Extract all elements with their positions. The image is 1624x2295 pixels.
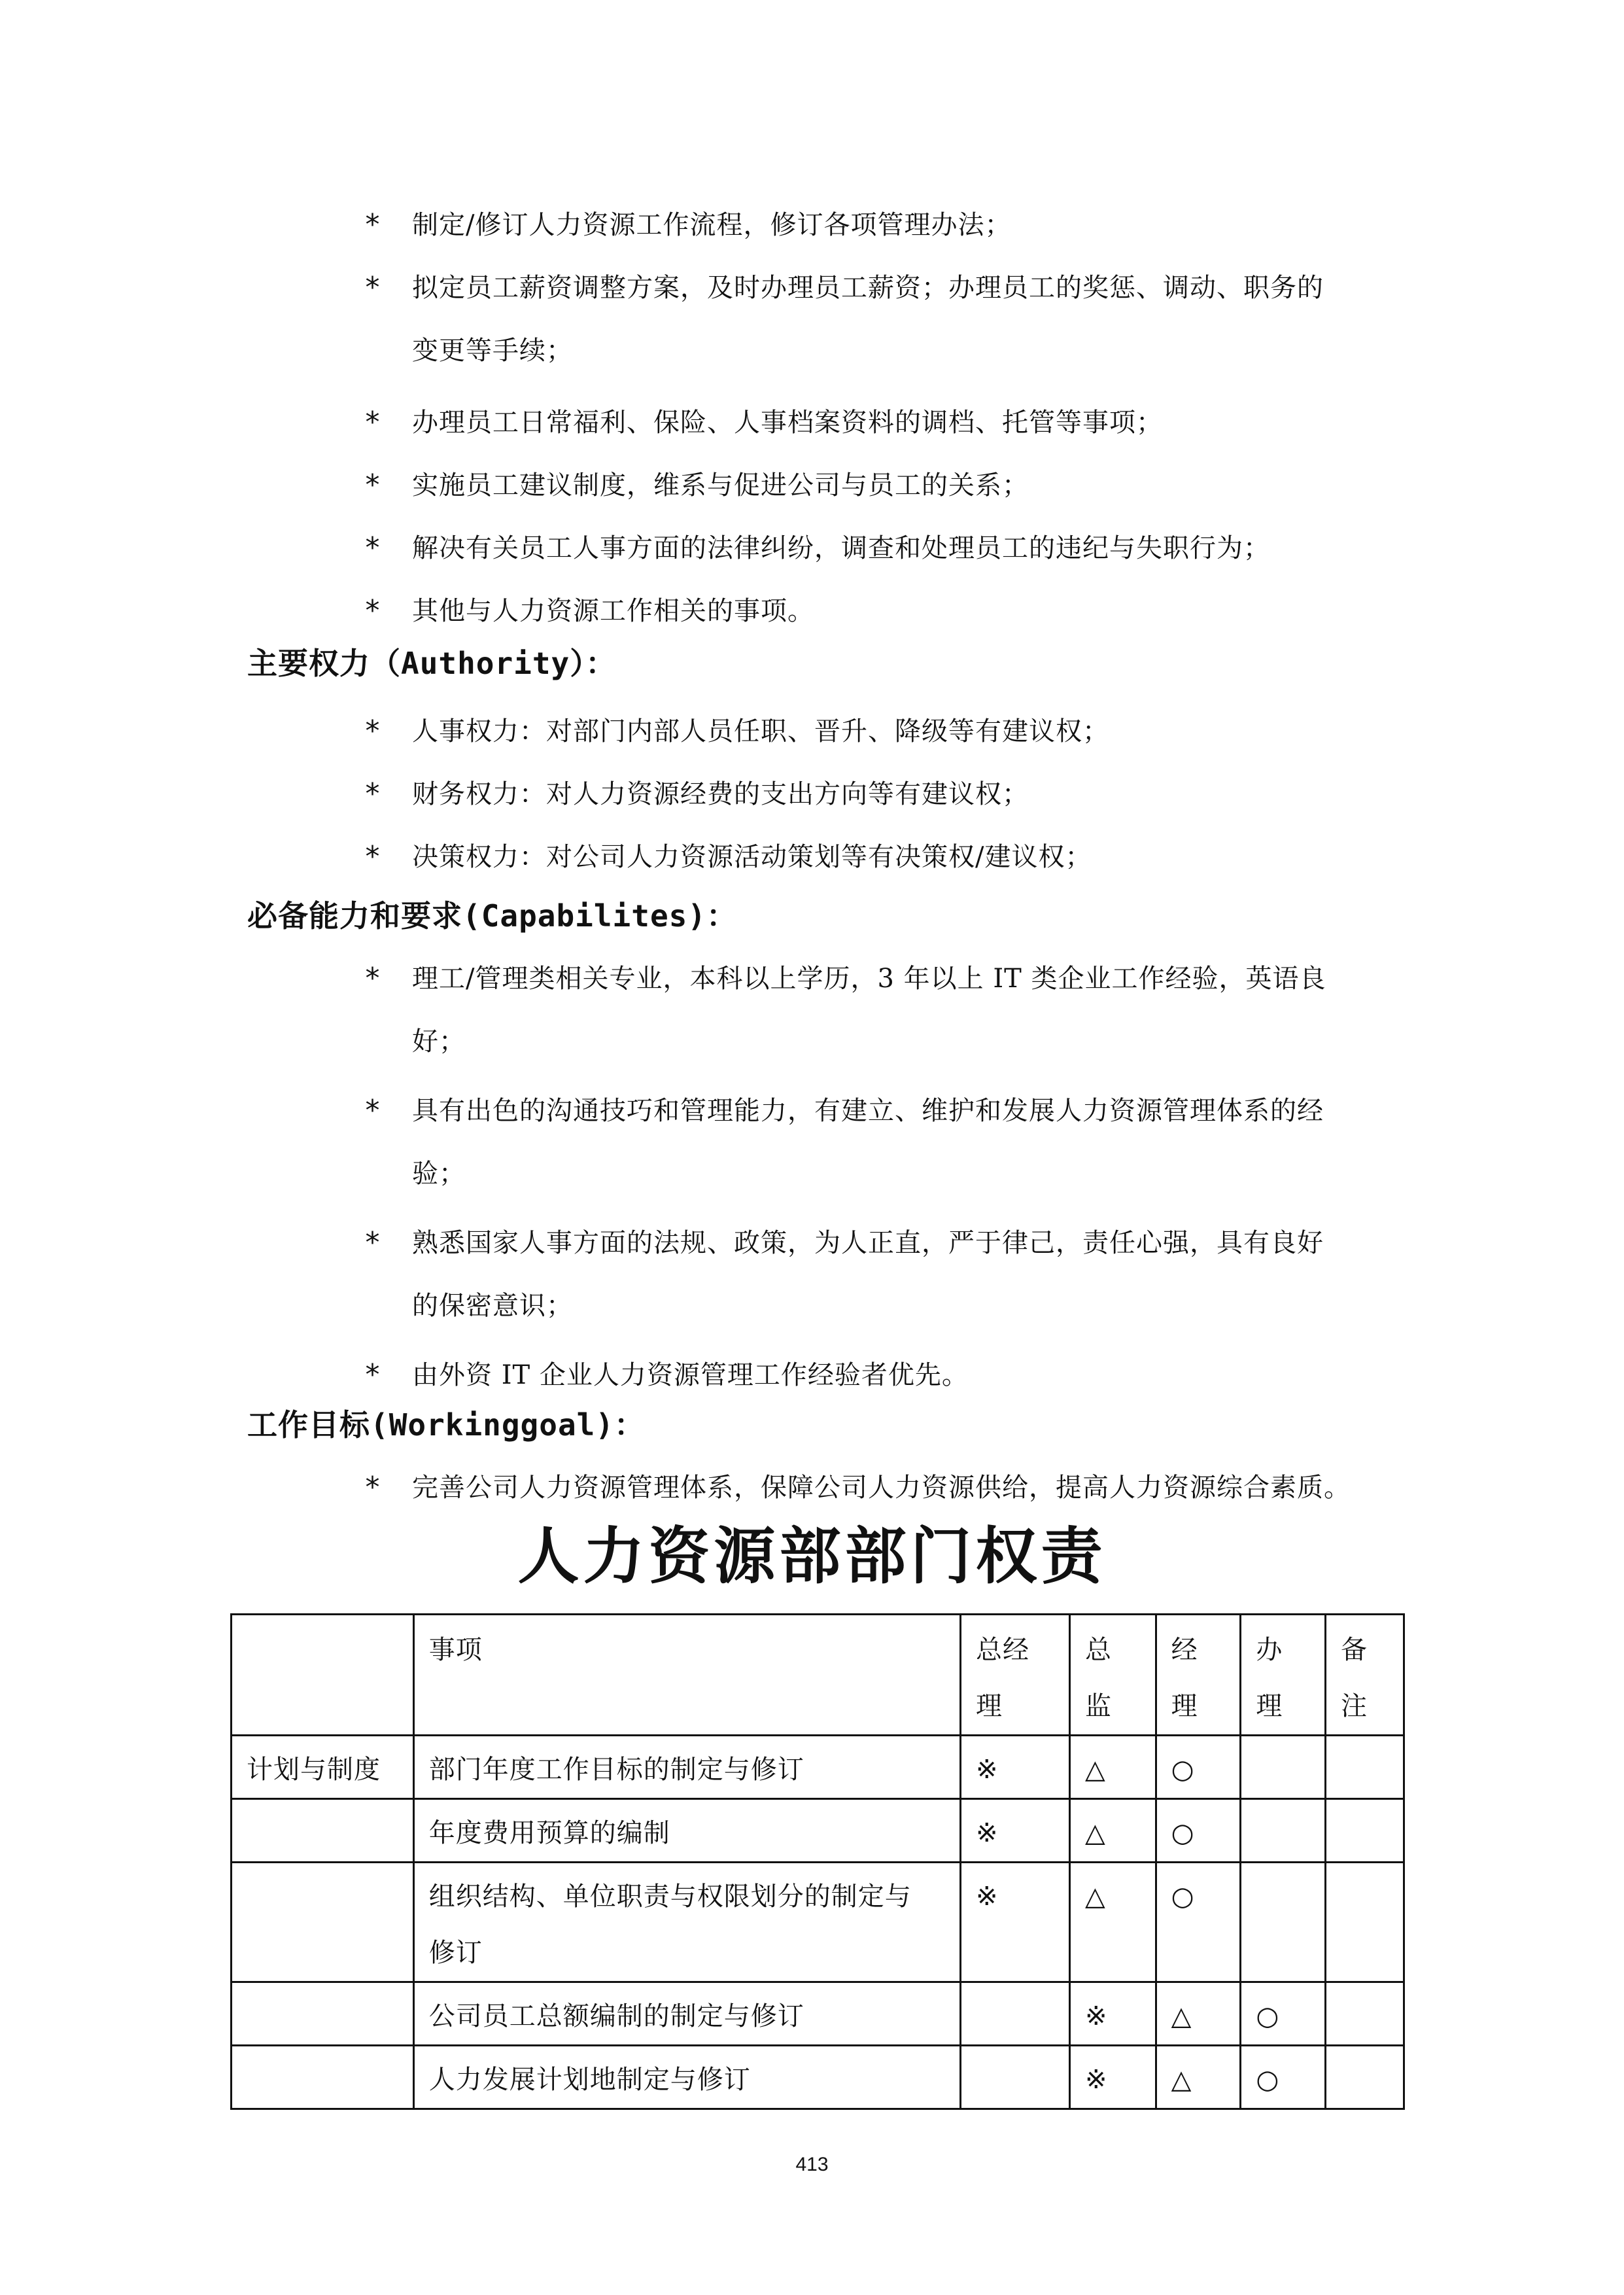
bullet-star-icon: * xyxy=(364,271,382,304)
header-cell-handler: 办 理 xyxy=(1241,1615,1326,1736)
bullet-star-icon: * xyxy=(364,594,382,627)
mark-cell xyxy=(961,2046,1070,2109)
bullet-star-icon: * xyxy=(364,468,382,502)
header-cell-manager: 经 理 xyxy=(1156,1615,1241,1736)
mark-cell: ○ xyxy=(1241,2046,1326,2109)
capability-item: * 熟悉国家人事方面的法规、政策，为人正直，严于律己，责任心强，具有良好 的保密意识； xyxy=(353,1212,1400,1337)
table-row xyxy=(232,1736,1404,1799)
capability-item: * 由外资 IT 企业人力资源管理工作经验者优先。 xyxy=(353,1344,1400,1407)
table-row xyxy=(232,1863,1404,1982)
mark-cell xyxy=(1326,2046,1404,2109)
item-cell: 年度费用预算的编制 xyxy=(413,1799,960,1863)
mark-cell: ※ xyxy=(961,1736,1070,1799)
duty-item: * 实施员工建议制度，维系与促进公司与员工的关系； xyxy=(353,454,1400,517)
capabilities-list xyxy=(353,947,1400,1407)
duty-item: * 办理员工日常福利、保险、人事档案资料的调档、托管等事项； xyxy=(353,391,1400,454)
mark-cell xyxy=(1241,1799,1326,1863)
capability-item: * 具有出色的沟通技巧和管理能力，有建立、维护和发展人力资源管理体系的经 验； xyxy=(353,1079,1400,1205)
header-cell-item: 事项 xyxy=(413,1615,960,1736)
item-cell: 人力发展计划地制定与修订 xyxy=(413,2046,960,2109)
category-cell xyxy=(232,1982,414,2046)
mark-cell: ○ xyxy=(1156,1799,1241,1863)
item-cell: 部门年度工作目标的制定与修订 xyxy=(413,1736,960,1799)
bullet-star-icon: * xyxy=(364,840,382,873)
mark-cell: ○ xyxy=(1156,1736,1241,1799)
mark-cell: ※ xyxy=(1069,2046,1156,2109)
bullet-star-icon: * xyxy=(364,208,382,241)
item-cell: 公司员工总额编制的制定与修订 xyxy=(413,1982,960,2046)
responsibility-table xyxy=(230,1613,1405,2110)
mark-cell xyxy=(1326,1863,1404,1982)
authority-item: * 财务权力：对人力资源经费的支出方向等有建议权； xyxy=(353,763,1400,826)
table-title: 人力资源部部门权责 xyxy=(517,1521,1107,1592)
working-goal-heading: 工作目标(Workinggoal)： xyxy=(247,1407,646,1443)
mark-cell: ※ xyxy=(961,1799,1070,1863)
mark-cell: △ xyxy=(1069,1799,1156,1863)
header-cell-remarks: 备 注 xyxy=(1326,1615,1404,1736)
duty-item: * 拟定员工薪资调整方案，及时办理员工薪资；办理员工的奖惩、调动、职务的 变更等手续； xyxy=(353,256,1400,382)
duties-list xyxy=(353,194,1400,642)
bullet-star-icon: * xyxy=(364,531,382,565)
mark-cell xyxy=(1241,1736,1326,1799)
authority-list xyxy=(353,700,1400,888)
bullet-star-icon: * xyxy=(364,1471,382,1504)
table-row xyxy=(232,1982,1404,2046)
mark-cell xyxy=(1326,1736,1404,1799)
category-cell xyxy=(232,2046,414,2109)
bullet-star-icon: * xyxy=(364,962,382,995)
item-cell: 组织结构、单位职责与权限划分的制定与 修订 xyxy=(413,1863,960,1982)
table-row xyxy=(232,2046,1404,2109)
mark-cell xyxy=(961,1982,1070,2046)
mark-cell: △ xyxy=(1069,1736,1156,1799)
working-goal-list xyxy=(353,1456,1413,1519)
bullet-star-icon: * xyxy=(364,1358,382,1392)
duty-item: * 解决有关员工人事方面的法律纠纷，调查和处理员工的违纪与失职行为； xyxy=(353,517,1400,580)
mark-cell: △ xyxy=(1156,1982,1241,2046)
mark-cell xyxy=(1326,1982,1404,2046)
bullet-star-icon: * xyxy=(364,1094,382,1127)
capability-item: * 理工/管理类相关专业，本科以上学历，3 年以上 IT 类企业工作经验，英语良 好； xyxy=(353,947,1400,1073)
mark-cell: ○ xyxy=(1241,1982,1326,2046)
category-cell xyxy=(232,1799,414,1863)
category-cell: 计划与制度 xyxy=(232,1736,414,1799)
mark-cell: ※ xyxy=(1069,1982,1156,2046)
authority-item: * 人事权力：对部门内部人员任职、晋升、降级等有建议权； xyxy=(353,700,1400,763)
category-cell xyxy=(232,1863,414,1982)
table-row xyxy=(232,1799,1404,1863)
header-cell-general-manager: 总经 理 xyxy=(961,1615,1070,1736)
page-number: 413 xyxy=(795,2154,829,2175)
authority-item: * 决策权力：对公司人力资源活动策划等有决策权/建议权； xyxy=(353,826,1400,888)
mark-cell: △ xyxy=(1069,1863,1156,1982)
duty-item: * 制定/修订人力资源工作流程，修订各项管理办法； xyxy=(353,194,1400,256)
table-header-row xyxy=(232,1615,1404,1736)
mark-cell xyxy=(1326,1799,1404,1863)
mark-cell: ○ xyxy=(1156,1863,1241,1982)
capabilities-heading: 必备能力和要求(Capabilites)： xyxy=(247,898,738,934)
bullet-star-icon: * xyxy=(364,1226,382,1259)
mark-cell xyxy=(1241,1863,1326,1982)
working-goal-item: * 完善公司人力资源管理体系，保障公司人力资源供给，提高人力资源综合素质。 xyxy=(353,1456,1413,1519)
duty-item: * 其他与人力资源工作相关的事项。 xyxy=(353,580,1400,642)
bullet-star-icon: * xyxy=(364,406,382,439)
header-cell-director: 总 监 xyxy=(1069,1615,1156,1736)
header-cell xyxy=(232,1615,414,1736)
bullet-star-icon: * xyxy=(364,714,382,748)
mark-cell: △ xyxy=(1156,2046,1241,2109)
authority-heading: 主要权力（Authority）： xyxy=(247,646,617,681)
bullet-star-icon: * xyxy=(364,777,382,811)
mark-cell: ※ xyxy=(961,1863,1070,1982)
